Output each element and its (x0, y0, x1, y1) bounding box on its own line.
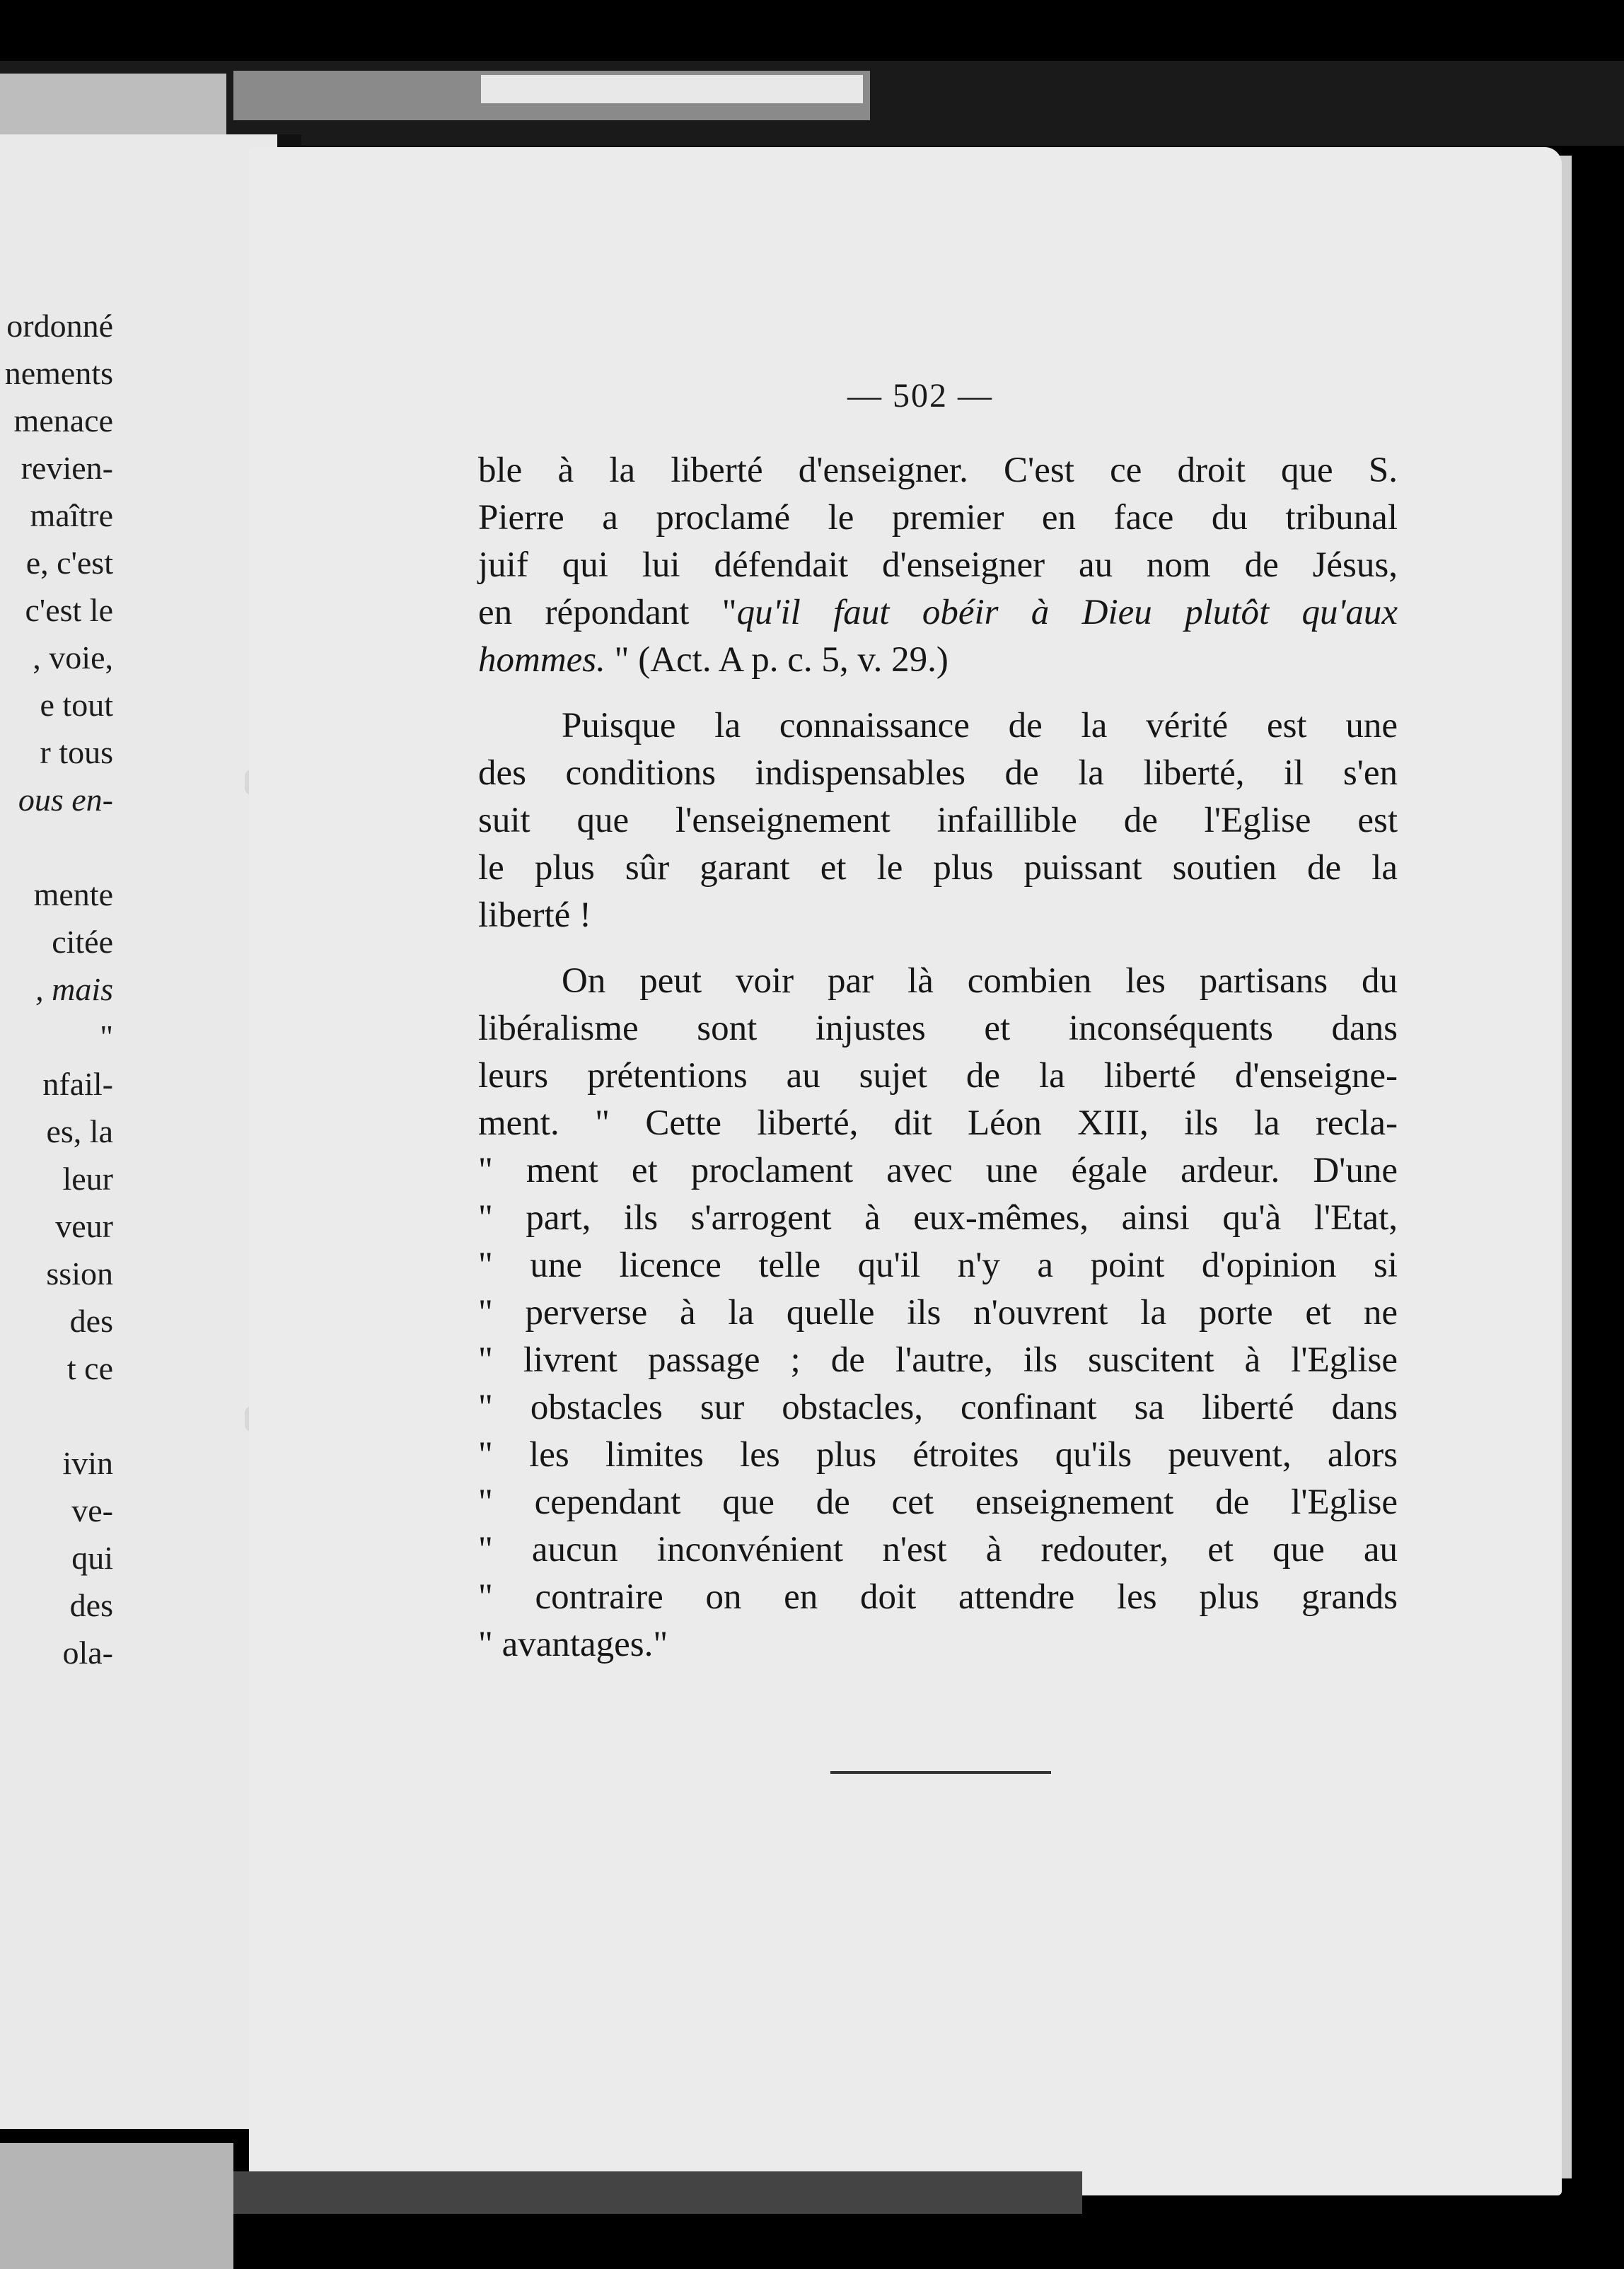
text-line: des conditions indispensables de la liberté, il s'en (478, 753, 1398, 793)
left-facing-page (0, 134, 277, 2129)
left-page-line: r tous (40, 734, 113, 770)
end-rule (830, 1771, 1051, 1774)
text-line (478, 589, 1398, 637)
text-line: le plus sûr garant et le plus puissant soutien de la (478, 848, 1398, 888)
binding-cloth (0, 74, 226, 136)
left-page-line: menace (13, 402, 113, 439)
left-page-line: t ce (66, 1350, 113, 1386)
left-page-line: veur (55, 1208, 113, 1244)
left-page-line: citée (52, 924, 113, 960)
text-line: leurs prétentions au sujet de la liberté d'enseigne- (478, 1056, 1398, 1096)
binding-cloth (0, 2143, 233, 2269)
left-page-line: maître (30, 497, 113, 533)
italic-quote: hommes. (478, 640, 605, 680)
left-page-line: ssion (46, 1255, 113, 1292)
left-page-line: des (69, 1303, 113, 1339)
text-line: " perverse à la quelle ils n'ouvrent la porte et ne (478, 1293, 1398, 1333)
text-line: Puisque la connaissance de la vérité est une (562, 706, 1398, 745)
text-line: " une licence telle qu'il n'y a point d'opinion si (478, 1246, 1398, 1285)
binding-label (481, 75, 863, 103)
text-line: On peut voir par là combien les partisans du (562, 961, 1398, 1001)
text-line: suit que l'enseignement infaillible de l'Eglise est (478, 801, 1398, 840)
left-page-line: ordonné (6, 308, 113, 344)
left-page-line: leur (62, 1161, 113, 1197)
left-page-line: e tout (40, 687, 113, 723)
book-binding (0, 61, 1624, 146)
left-page-line: c'est le (25, 592, 113, 628)
left-page-line: nements (4, 355, 113, 391)
text-line: " les limites les plus étroites qu'ils peuvent, alors (478, 1435, 1398, 1475)
citation: " (Act. A p. c. 5, v. 29.) (605, 640, 949, 680)
page-number: — 502 — (847, 377, 993, 414)
italic-quote: qu'il faut obéir à Dieu plutôt qu'aux (736, 593, 1398, 632)
text-line: " aucun inconvénient n'est à redouter, et que au (478, 1530, 1398, 1569)
text-line: " livrent passage ; de l'autre, ils suscitent à l'Eglise (478, 1340, 1398, 1380)
left-page-line: qui (71, 1540, 113, 1576)
text-line: ble à la liberté d'enseigner. C'est ce droit que S. (478, 451, 1398, 490)
left-page-line: e, c'est (25, 545, 113, 581)
left-page-line: mente (33, 876, 113, 912)
text-segment: en répondant " (478, 593, 737, 632)
left-page-line: ous en- (18, 782, 113, 818)
left-page-line: ivin (62, 1445, 113, 1481)
page-text (478, 447, 1398, 1669)
text-line: libéralisme sont injustes et inconséquents dans (478, 1009, 1398, 1048)
text-line (478, 637, 1398, 684)
left-page-line: " (100, 1019, 113, 1055)
text-line: " ment et proclament avec une égale ardeur. D'une (478, 1151, 1398, 1190)
text-line: " avantages." (478, 1625, 668, 1664)
left-page-line: ve- (71, 1492, 113, 1528)
left-page-line: revien- (21, 450, 113, 486)
text-line: " obstacles sur obstacles, confinant sa liberté dans (478, 1388, 1398, 1427)
left-page-line: es, la (46, 1113, 113, 1149)
left-page-line: des (69, 1587, 113, 1623)
text-line: " cependant que de cet enseignement de l'Eglise (478, 1482, 1398, 1522)
text-line: liberté ! (478, 895, 591, 935)
text-line: " contraire on en doit attendre les plus grands (478, 1577, 1398, 1617)
left-page-line: , mais (35, 971, 113, 1007)
text-line: " part, ils s'arrogent à eux-mêmes, ainsi qu'à l'Etat, (478, 1198, 1398, 1238)
text-line: juif qui lui défendait d'enseigner au nom de Jésus, (478, 545, 1398, 585)
binding-spine (233, 2171, 1082, 2214)
left-page-line: , voie, (33, 639, 113, 675)
text-line: ment. " Cette liberté, dit Léon XIII, ils la recla- (478, 1103, 1398, 1143)
left-page-line: ola- (62, 1635, 113, 1671)
text-line: Pierre a proclamé le premier en face du tribunal (478, 498, 1398, 538)
left-page-line: nfail- (42, 1066, 113, 1102)
